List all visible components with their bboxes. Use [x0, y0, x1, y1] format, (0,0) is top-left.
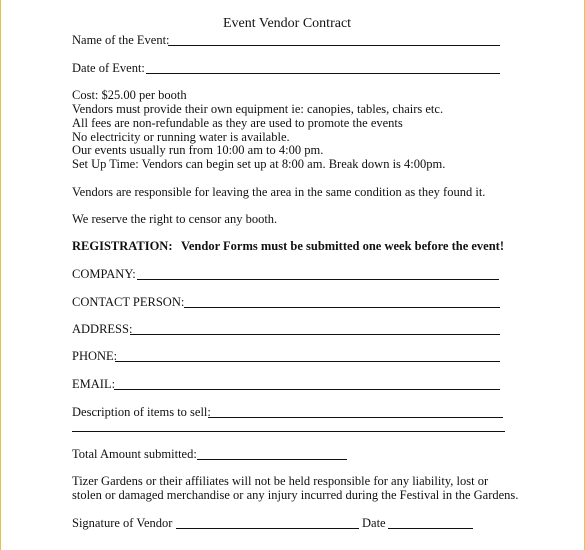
setup-text: Set Up Time: Vendors can begin set up at 8:00 am. Break down is 4:00pm. — [72, 157, 446, 171]
equipment-text: Vendors must provide their own equipment ie: canopies, tables, chairs etc. — [72, 102, 444, 116]
company-label: COMPANY: — [72, 267, 136, 281]
signature-label: Signature of Vendor — [72, 516, 173, 530]
event-name-label: Name of the Event: — [72, 33, 170, 47]
fees-text: All fees are non-refundable as they are used to promote the events — [72, 116, 403, 130]
event-date-field[interactable] — [146, 73, 500, 74]
date-label: Date — [362, 516, 386, 530]
description-field[interactable] — [208, 417, 503, 418]
total-amount-label: Total Amount submitted: — [72, 447, 197, 461]
event-date-label: Date of Event: — [72, 61, 145, 75]
email-label: EMAIL: — [72, 377, 116, 391]
total-amount-field[interactable] — [197, 459, 347, 460]
phone-field[interactable] — [115, 361, 500, 362]
signature-field[interactable] — [176, 528, 359, 529]
liability-text-line-2: stolen or damaged merchandise or any injury incurred during the Festival in the Gardens. — [72, 488, 519, 502]
hours-text: Our events usually run from 10:00 am to 4:00 pm. — [72, 143, 324, 157]
description-field-line-2[interactable] — [72, 431, 505, 432]
email-field[interactable] — [114, 389, 500, 390]
contact-person-label: CONTACT PERSON: — [72, 295, 185, 309]
registration-label: REGISTRATION: — [72, 239, 173, 253]
signature-date-field[interactable] — [388, 528, 473, 529]
document-title: Event Vendor Contract — [223, 16, 352, 31]
registration-note: Vendor Forms must be submitted one week before the event! — [181, 239, 505, 253]
description-label: Description of items to sell: — [72, 405, 211, 419]
contact-person-field[interactable] — [184, 307, 500, 308]
cleanup-text: Vendors are responsible for leaving the area in the same condition as they found it. — [72, 185, 486, 199]
address-field[interactable] — [130, 334, 500, 335]
event-name-field[interactable] — [168, 45, 500, 46]
phone-label: PHONE: — [72, 349, 118, 363]
cost-text: Cost: $25.00 per booth — [72, 88, 187, 102]
utilities-text: No electricity or running water is available. — [72, 130, 290, 144]
censor-text: We reserve the right to censor any booth. — [72, 212, 278, 226]
address-label: ADDRESS: — [72, 322, 133, 336]
liability-text-line-1: Tizer Gardens or their affiliates will not be held responsible for any liability, lost or — [72, 474, 489, 488]
company-field[interactable] — [137, 279, 499, 280]
